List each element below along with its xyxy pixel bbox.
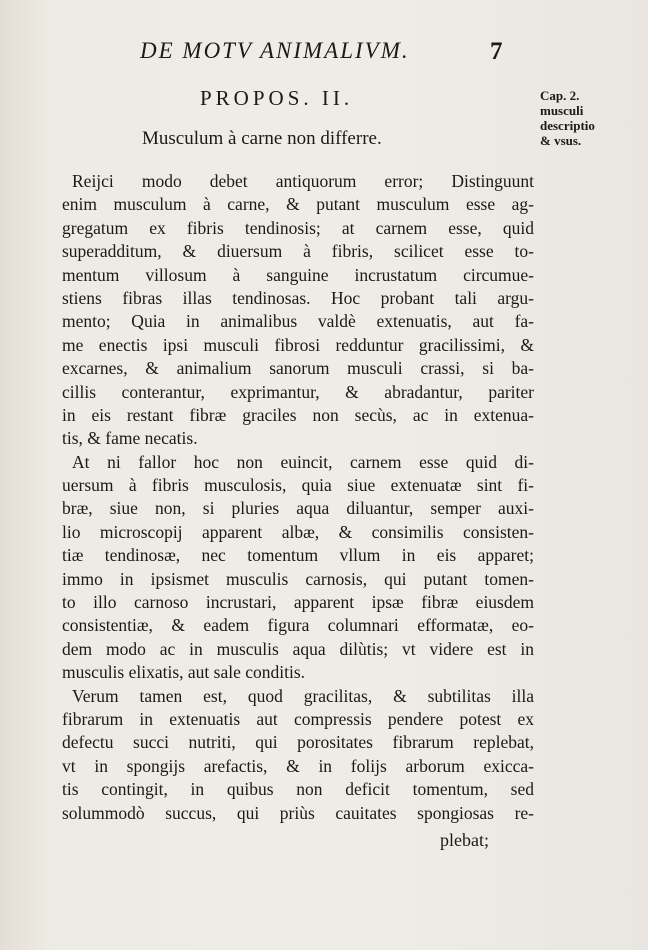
text-line: superadditum, & diuersum à fibris, scilicet esse to-: [62, 241, 534, 262]
running-title: DE MOTV ANIMALIVM.: [140, 38, 410, 63]
text-line: me enectis ipsi musculi fibrosi redduntur gracilissimi, &: [62, 334, 534, 355]
text-line: mento; Quia in animalibus valdè extenuatis, aut fa-: [62, 311, 534, 332]
margin-note-line: musculi: [540, 103, 584, 118]
body-text: [62, 170, 534, 825]
text-line: cillis conterantur, exprimantur, & abradantur, pariter: [62, 381, 534, 402]
text-line: stiens fibras illas tendinosas. Hoc probant tali argu-: [62, 287, 534, 308]
catchword: plebat;: [440, 830, 489, 850]
text-line: tiæ tendinosæ, nec tomentum vllum in eis apparet;: [62, 545, 534, 566]
text-line: Verum tamen est, quod gracilitas, & subtilitas illa: [72, 685, 534, 706]
margin-note-line: descriptio: [540, 118, 595, 133]
text-line: At ni fallor hoc non euincit, carnem esse quid di-: [72, 451, 534, 472]
text-line: to illo carnoso incrustari, apparent ipsæ fibræ eiusdem: [62, 592, 534, 613]
text-line: tis, & fame necatis.: [62, 428, 198, 449]
text-line: bræ, siue non, si pluries aqua diluantur, semper auxi-: [62, 498, 534, 519]
text-line: consistentiæ, & eadem figura columnari efformatæ, eo-: [62, 615, 534, 636]
text-line: dem modo ac in musculis aqua dilùtis; vt videre est in: [62, 638, 534, 659]
text-line: lio microscopij apparent albæ, & consimilis consisten-: [62, 521, 534, 542]
text-line: uersum à fibris musculosis, quia siue extenuatæ sint fi-: [62, 475, 534, 496]
proposition-subtitle: Musculum à carne non differre.: [142, 128, 382, 149]
margin-note: [540, 88, 640, 148]
text-line: Reijci modo debet antiquorum error; Distinguunt: [72, 171, 534, 191]
page-number: 7: [490, 38, 503, 65]
proposition-title: PROPOS. II.: [200, 86, 354, 110]
text-line: tis contingit, in quibus non deficit tomentum, sed: [62, 779, 534, 800]
text-line: fibrarum in extenuatis aut compressis pendere potest ex: [62, 708, 534, 729]
text-line: mentum villosum à sanguine incrustatum circumue-: [62, 264, 534, 285]
text-line: excarnes, & animalium sanorum musculi crassi, si ba-: [62, 358, 534, 379]
text-line: defectu succi nutriti, qui porositates fibrarum replebat,: [62, 732, 534, 753]
margin-note-line: & vsus.: [540, 133, 582, 148]
text-line: musculis elixatis, aut sale conditis.: [62, 662, 306, 683]
text-line: gregatum ex fibris tendinosis; at carnem esse, quid: [62, 217, 534, 238]
text-line: vt in spongijs arefactis, & in folijs arborum exicca-: [62, 755, 534, 776]
text-line: enim musculum à carne, & putant musculum esse ag-: [62, 194, 534, 215]
text-line: immo in ipsismet musculis carnosis, qui putant tomen-: [62, 568, 534, 589]
text-line: solummodò succus, qui priùs cauitates spongiosas re-: [62, 802, 534, 823]
text-line: in eis restant fibræ graciles non secùs, ac in extenua-: [62, 404, 534, 425]
margin-note-line: Cap. 2.: [540, 88, 580, 103]
